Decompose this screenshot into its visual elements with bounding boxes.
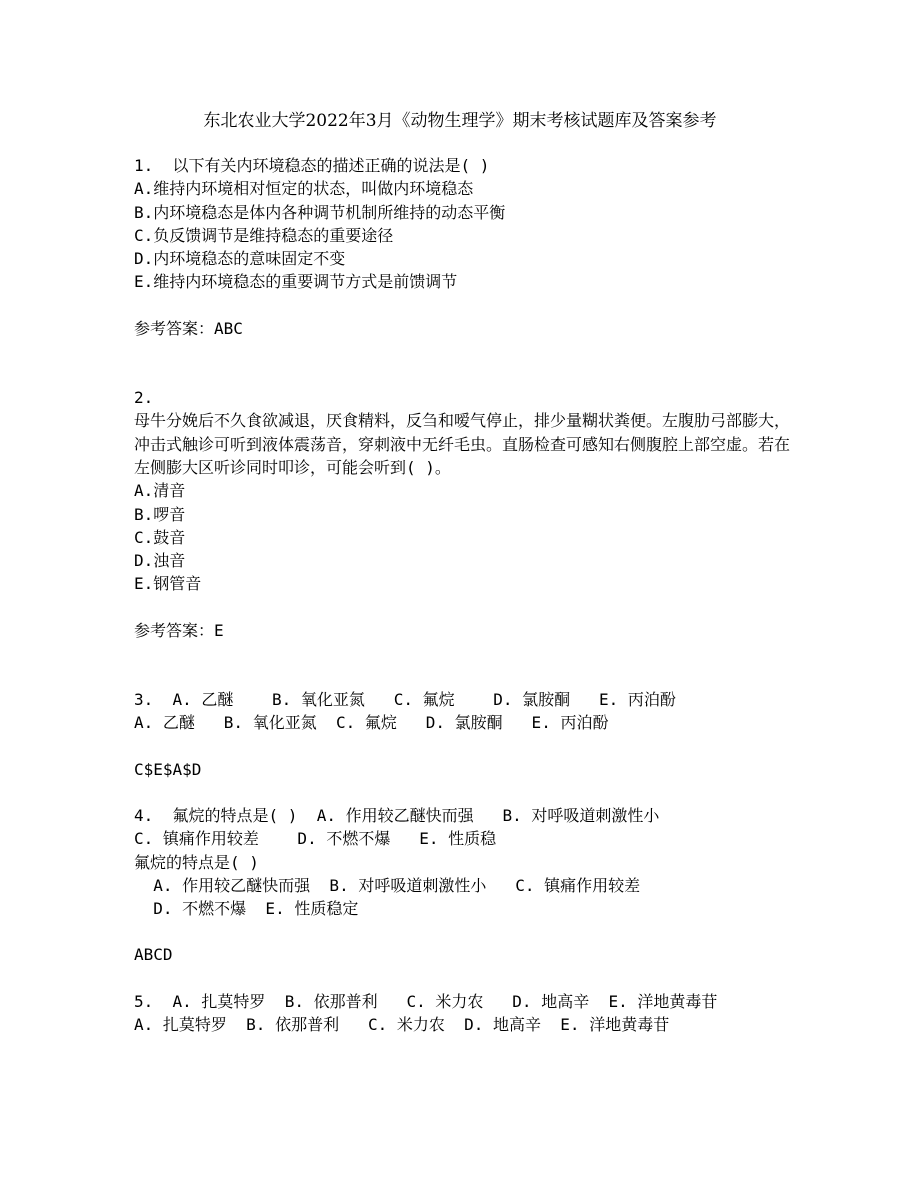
question-number: 2.	[134, 388, 154, 408]
question-line: A. 乙醚 B. 氧化亚氮 C. 氟烷 D. 氯胺酮 E. 丙泊酚	[134, 713, 609, 733]
option-d: D.内环境稳态的意味固定不变	[134, 249, 346, 269]
question-line: 氟烷的特点是( )	[134, 852, 259, 872]
question-1	[134, 154, 814, 340]
answer: ABCD	[134, 945, 173, 965]
option-e: E.钢管音	[134, 574, 202, 594]
question-line: D. 不燃不爆 E. 性质稳定	[134, 899, 359, 919]
option-c: C.鼓音	[134, 527, 186, 547]
option-b: B.内环境稳态是体内各种调节机制所维持的动态平衡	[134, 202, 506, 222]
document-title: 东北农业大学2022年3月《动物生理学》期末考核试题库及答案参考	[203, 111, 717, 131]
question-stem: 1. 以下有关内环境稳态的描述正确的说法是( )	[134, 156, 490, 175]
option-a: A.维持内环境相对恒定的状态，叫做内环境稳态	[134, 179, 474, 199]
question-line: A. 作用较乙醚快而强 B. 对呼吸道刺激性小 C. 镇痛作用较差	[134, 875, 641, 895]
answer: 参考答案：ABC	[134, 318, 243, 338]
question-line: 5. A. 扎莫特罗 B. 依那普利 C. 米力农 D. 地高辛 E. 洋地黄毒苷	[134, 991, 718, 1011]
answer: C$E$A$D	[134, 759, 202, 779]
question-list	[134, 154, 814, 1036]
option-e: E.维持内环境稳态的重要调节方式是前馈调节	[134, 272, 458, 292]
option-b: B.啰音	[134, 504, 186, 524]
question-line: 4. 氟烷的特点是( ) A. 作用较乙醚快而强 B. 对呼吸道刺激性小	[134, 805, 660, 825]
option-c: C.负反馈调节是维持稳态的重要途径	[134, 225, 394, 245]
question-stem: 母牛分娩后不久食欲减退，厌食精料，反刍和嗳气停止，排少量糊状粪便。左腹肋弓部膨大，冲击式触诊可听到液体震荡音，穿刺液中无纤毛虫。直肠检查可感知右侧腹腔上部空虚。若在左侧膨大区听诊同时叩诊，可能会听到( )。	[134, 411, 791, 477]
question-2	[134, 386, 814, 642]
question-line: A. 扎莫特罗 B. 依那普利 C. 米力农 D. 地高辛 E. 洋地黄毒苷	[134, 1015, 670, 1035]
question-line: 3. A. 乙醚 B. 氧化亚氮 C. 氟烷 D. 氯胺酮 E. 丙泊酚	[134, 690, 676, 710]
option-a: A.清音	[134, 481, 186, 501]
question-line: C. 镇痛作用较差 D. 不燃不爆 E. 性质稳	[134, 829, 497, 849]
question-3	[134, 688, 814, 781]
option-d: D.浊音	[134, 551, 186, 571]
question-5	[134, 990, 814, 1037]
question-4	[134, 804, 814, 967]
answer: 参考答案：E	[134, 620, 224, 640]
